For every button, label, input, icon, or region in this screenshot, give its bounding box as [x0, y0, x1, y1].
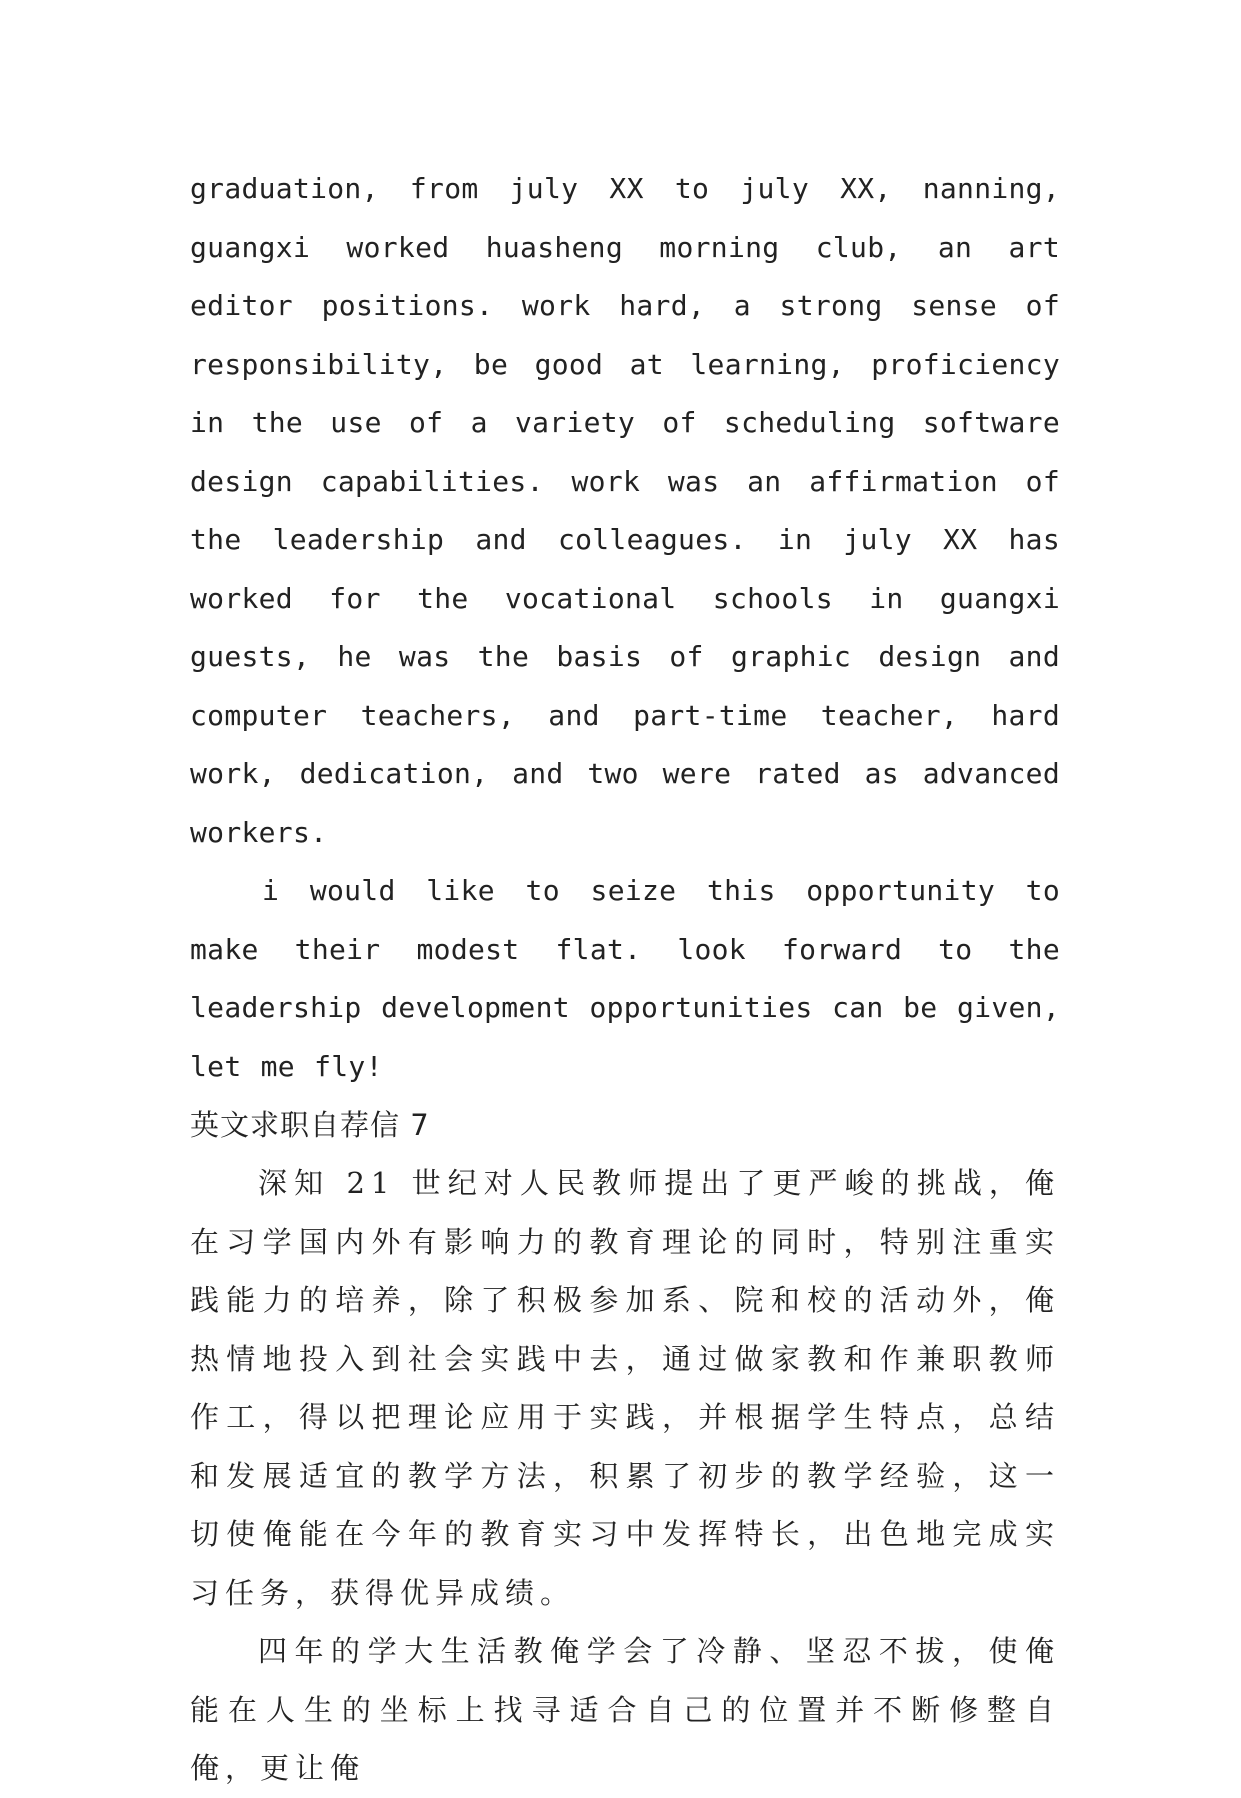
document-body [190, 160, 1060, 1798]
paragraph-closing: i would like to seize this opportunity to make their modest flat. look forward to the leadership development opportunities can be given, let me fly! [190, 874, 1060, 1083]
paragraph-work-experience: graduation, from july XX to july XX, nanning, guangxi worked huasheng morning club, an art editor positions. work hard, a strong sense of responsibility, be good at learning, proficiency in the use of a variety of scheduling software design capabilities. work was an affirmation of the leadership and colleagues. in july XX has worked for the vocational schools in guangxi guests, he was the basis of graphic design and computer teachers, and part-time teacher, hard work, dedication, and two were rated as advanced workers. [190, 172, 1060, 849]
paragraph-zh-university: 四年的学大生活教俺学会了冷静、坚忍不拔，使俺能在人生的坐标上找寻适合自己的位置并不断修整自俺，更让俺 [190, 1634, 1060, 1785]
section-heading: 英文求职自荐信 7 [190, 1108, 430, 1142]
paragraph-zh-teaching: 深知 21 世纪对人民教师提出了更严峻的挑战，俺在习学国内外有影响力的教育理论的同时，特别注重实践能力的培养，除了积极参加系、院和校的活动外，俺热情地投入到社会实践中去，通过做家教和作兼职教师作工，得以把理论应用于实践，并根据学生特点，总结和发展适宜的教学方法，积累了初步的教学经验，这一切使俺能在今年的教育实习中发挥特长，出色地完成实习任务，获得优异成绩。 [190, 1166, 1060, 1610]
